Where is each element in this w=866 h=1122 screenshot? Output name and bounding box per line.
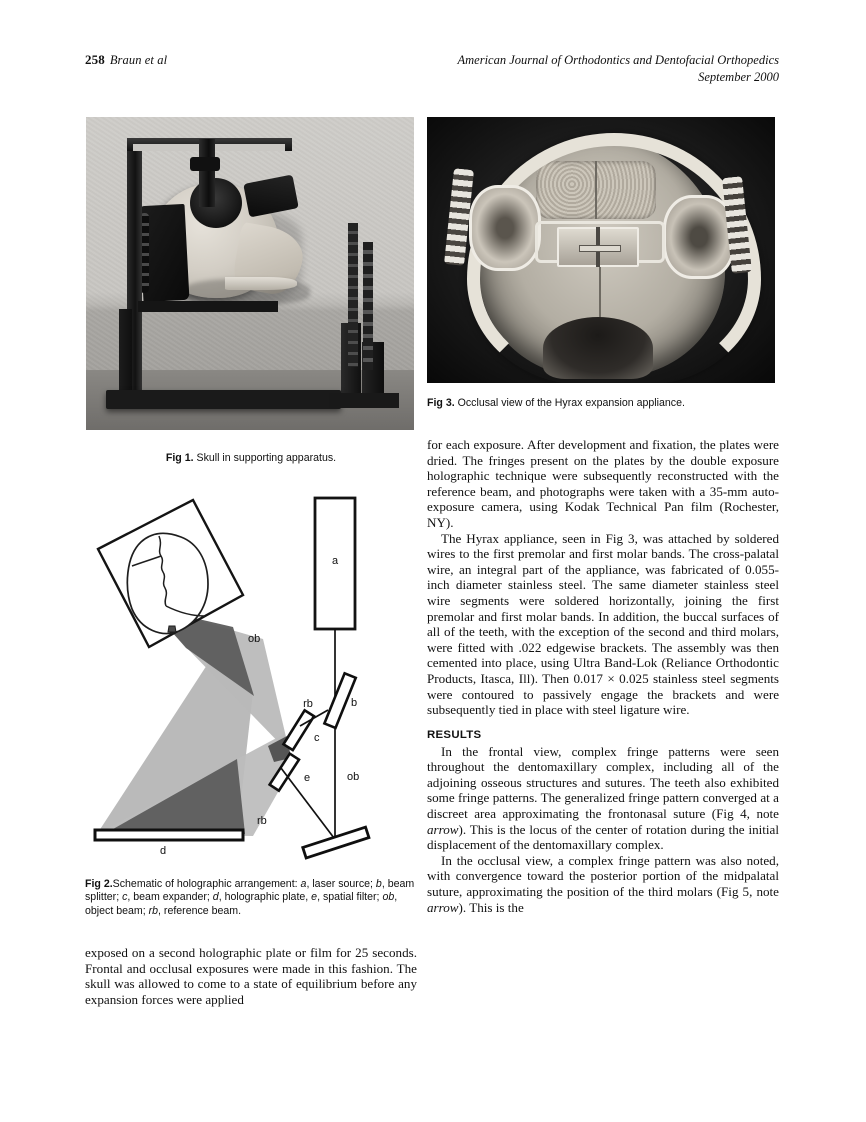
results-heading: RESULTS [427,728,482,741]
fig2-skull-outline [127,533,208,633]
fig2-label-d: d [159,845,167,857]
fig3-molar-band-left [469,185,541,271]
fig1-skull-maxilla [225,277,297,290]
right-column-paragraph-2: The Hyrax appliance, seen in Fig 3, was attached by soldered wires to the first premolar and first molar bands. The cross-palatal wire, an integral part of the appliance, was fabricated of 0.055-inch diameter stainless steel. The same diameter stainless steel wire segments were soldered horizontally, joining the first premolar and first molar bands. In addition, the buccal surfaces of all of the teeth, with the exception of the second and third molars, were fitted with .022 edgewise brackets. The assembly was then cemented into place, using Ultra Band-Lok (Reliance Orthodontic Products, Itasca, Ill). Then 0.017 × 0.025 stainless steel segments were contoured to passively engage the brackets and were subsequently tied in place with steel ligature wire. [427,530,779,718]
figure-1-caption [85,452,417,465]
fig2-skull-base-notch [168,626,176,632]
page-number: 258 [85,52,105,67]
fig2-label-e: e [304,772,311,784]
fig1-skull-mount-plate [190,178,242,228]
par4-text-a: In the occlusal view, a complex fringe pattern was also noted, with convergence toward the posterior portion of the midpalatal suture, approximating the position of the third molars (Fig 5, note [427,852,779,900]
figure-2-key-e: e [311,891,318,904]
running-head-left [85,52,167,68]
fig2-label-c: c [314,732,320,744]
figure-2-text-b: , beam splitter; [85,878,415,904]
figure-2-key-c: c [122,891,128,904]
par3-text-b: ). This is the locus of the center of rotation during the initial displacement of the dentomaxillary complex. [427,821,779,853]
running-head [85,52,779,100]
right-column-paragraph-3 [427,744,779,853]
figure-2-text-d: , holographic plate, [218,891,312,904]
fig1-hanging-clamp [190,157,220,171]
figure-3-image [427,117,775,383]
left-column-text [85,945,417,1007]
par4-text-b: ). This is the [458,899,524,915]
fig1-apparatus-base-right [329,393,399,408]
figure-1-caption-text: Skull in supporting apparatus. [196,452,337,464]
fig2-schematic-svg [85,496,417,868]
running-head-authors: Braun et al [109,53,168,67]
fig2-label-ob-lower: ob [347,771,360,783]
fig2-beam-expander [283,710,314,750]
journal-title: American Journal of Orthodontics and Dentofacial Orthopedics [457,53,779,67]
fig2-label-b: b [351,697,358,709]
par3-text-a: In the frontal view, complex fringe patterns were seen throughout the dentomaxillary complex, including all of the adjoining osseous structures and sutures. The teeth also exhibited some fringe patterns. The generalized fringe pattern converged at a discreet area approximating the frontonasal suture (Fig 4, note [427,743,779,822]
fig2-label-rb-upper: rb [303,698,313,710]
figure-1-image [86,117,414,430]
running-head-right [458,52,780,86]
fig1-photo-frame [86,117,414,430]
figure-3-caption-text: Occlusal view of the Hyrax expansion appliance. [457,397,685,409]
right-column-text [427,437,779,915]
fig1-gauge-rod-b [363,242,373,370]
fig1-apparatus-base [106,390,341,409]
fig1-vertical-post-lower [119,309,132,394]
figure-1-label: Fig 1. [165,452,194,464]
figure-2-image [85,496,417,868]
par3-emphasis-arrow: arrow [427,821,459,837]
figure-2-key-ob: ob [382,891,395,904]
figure-2-key-rb: rb [148,904,159,917]
figure-2-key-b: b [375,878,382,890]
fig1-gauge-rod-a [348,223,358,367]
figure-2-key-d: d [212,891,219,904]
figure-3-label: Fig 3. [427,397,455,409]
fig3-posterior-nasal-aperture [543,317,653,379]
figure-2-text-e: , spatial filter; [317,891,383,904]
fig1-mid-crossbar [138,301,278,312]
figure-2-text-ob: , object beam; [85,891,398,917]
fig3-hyrax-expansion-screw [557,227,639,267]
fig2-label-a: a [331,555,339,567]
right-column-paragraph-1: for each exposure. After development and fixation, the plates were dried. The fringes present on the plates by the double exposure holographic technique were subsequently reconstructed with the reference beam, and photographs were taken with a 35-mm auto-exposure camera, using Kodak Technical Pan film (Rochester, NY). [427,437,779,530]
fig2-label-ob-upper: ob [248,633,261,645]
figure-2-label: Fig 2. [85,878,113,890]
figure-2-text-a: , laser source; [306,878,376,890]
left-column-paragraph: exposed on a second holographic plate or film for 25 seconds. Frontal and occlusal exposures were made in this fashion. The skull was allowed to come to a state of equilibrium before any expansion forces were applied [85,945,417,1007]
issue-date: September 2000 [698,70,779,84]
figure-2-caption [85,878,419,918]
figure-2-text-rb: , reference beam. [158,904,242,917]
right-column-paragraph-4 [427,853,779,915]
par4-emphasis-arrow: arrow [427,899,459,915]
figure-2-caption-intro: Schematic of holographic arrangement: [112,878,301,890]
figure-2-text-c: , beam expander; [127,891,213,904]
figure-3-caption [427,397,779,410]
figure-2-key-a: a [300,878,307,890]
fig1-hanging-rod [199,139,215,207]
fig2-label-rb-lower: rb [257,815,267,827]
fig3-photo-frame [427,117,775,383]
fig2-holographic-plate [95,830,243,840]
